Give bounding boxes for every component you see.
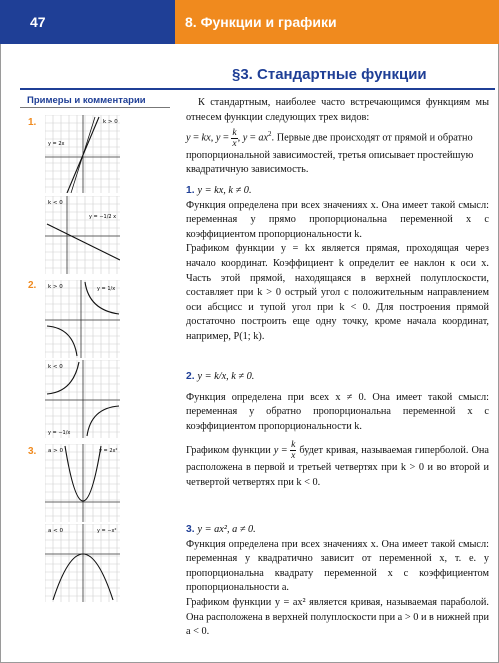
linear-text-a: Функция определена при всех значениях x. Она имеет такой смысл: переменная y прямо пропорциональна переменной x с коэффициентом пропорциональности k. [186,199,489,240]
example-number-2: 2. [28,280,37,291]
page-number: 47 [30,14,46,30]
graph-param-label: k > 0 [103,119,118,125]
section-hyperbola [186,370,489,491]
graph-equation-label: y = 2x [48,141,65,147]
graph-hyperbola-negative [45,360,120,438]
graph-linear-positive [45,115,120,193]
section-rule [20,88,495,90]
section-linear [186,184,489,345]
heading-hyperbola: 2. y = k/x, k ≠ 0. [186,371,255,382]
parabola-text-b: Графиком функции y = ax² является кривая, называемая параболой. Она расположена в верхней полуплоскости при a > 0 и в нижней при a < 0. [186,596,489,638]
graph-equation-label: y = 2x² [99,448,118,454]
sidebar-rule [20,107,170,108]
chapter-title: 8. Функции и графики [185,14,337,30]
sidebar-heading: Примеры и комментарии [27,95,146,106]
intro-formulas: y = kx, y = $\frac{k}{x}$ , $y = ax^2$. Первые две происходят от прямой и обратно пропорциональной зависимостей, третья описывает простейшую квадратичную зависимость. [186,127,474,175]
graph-parabola-positive [45,444,120,522]
header-left-band [0,0,175,44]
graph-parabola-negative [45,524,120,602]
graph-param-label: a > 0 [48,448,63,454]
example-number-3: 3. [28,446,37,457]
graph-hyperbola-positive [45,280,120,358]
graph-linear-negative [45,196,120,274]
parabola-text-a: Функция определена при всех значениях x. Она имеет такой смысл: переменная y квадратично зависит от переменной x, т. е. y пропорциональна квадрату переменной x с коэффициентом пропорциональности a. [186,538,489,594]
graph-equation-label: y = 1/x [97,286,116,292]
graph-equation-label: y = −1/x [48,430,71,436]
hyperbola-text-b: Графиком функции y = $\frac{k}{x}$ будет кривая, называемая гиперболой. Она расположена в первой и третьей четвертях при k > 0 и во второй и четвертой четвертях при k < 0. [186,440,490,488]
section-parabola [186,523,489,640]
hyperbola-text-a: Функция определена при всех x ≠ 0. Она имеет такой смысл: переменная y обратно пропорциональна переменной x с коэффициентом пропорциональности k. [186,391,489,432]
graph-param-label: k < 0 [48,364,63,370]
intro-text-2: Первые две происходят от прямой и обратно пропорциональной зависимостей, третья описывает простейшую квадратичную зависимость. [186,132,474,175]
heading-linear: 1. y = kx, k ≠ 0. [186,185,252,196]
example-number-1: 1. [28,117,37,128]
graph-equation-label: y = −x² [97,528,117,534]
graph-param-label: k < 0 [48,200,63,206]
graph-param-label: a < 0 [48,528,63,534]
graph-param-label: k > 0 [48,284,63,290]
intro-paragraph [186,96,489,125]
intro-text: К стандартным, наиболее часто встречающимся функциям мы отнесем функции следующих трех видов: [186,97,489,123]
graph-equation-label: y = −1/2 x [89,214,117,220]
graph-svg [45,115,120,193]
heading-parabola: 3. y = ax², a ≠ 0. [186,524,256,535]
linear-text-b: Графиком функции y = kx является прямая, проходящая через начало координат. Коэффициент k определит ее наклон к оси x. Часть этой прямой, находящаяся в верхней полуплоскости, составляет при k > 0 острый угол с положительным направлением оси абсцисс и тупой угол при k < 0. Для построения прямой достаточно построить еще одну точку, кроме начала координат, например, P(1; k). [186,243,489,342]
section-title: §3. Стандартные функции [232,66,427,83]
